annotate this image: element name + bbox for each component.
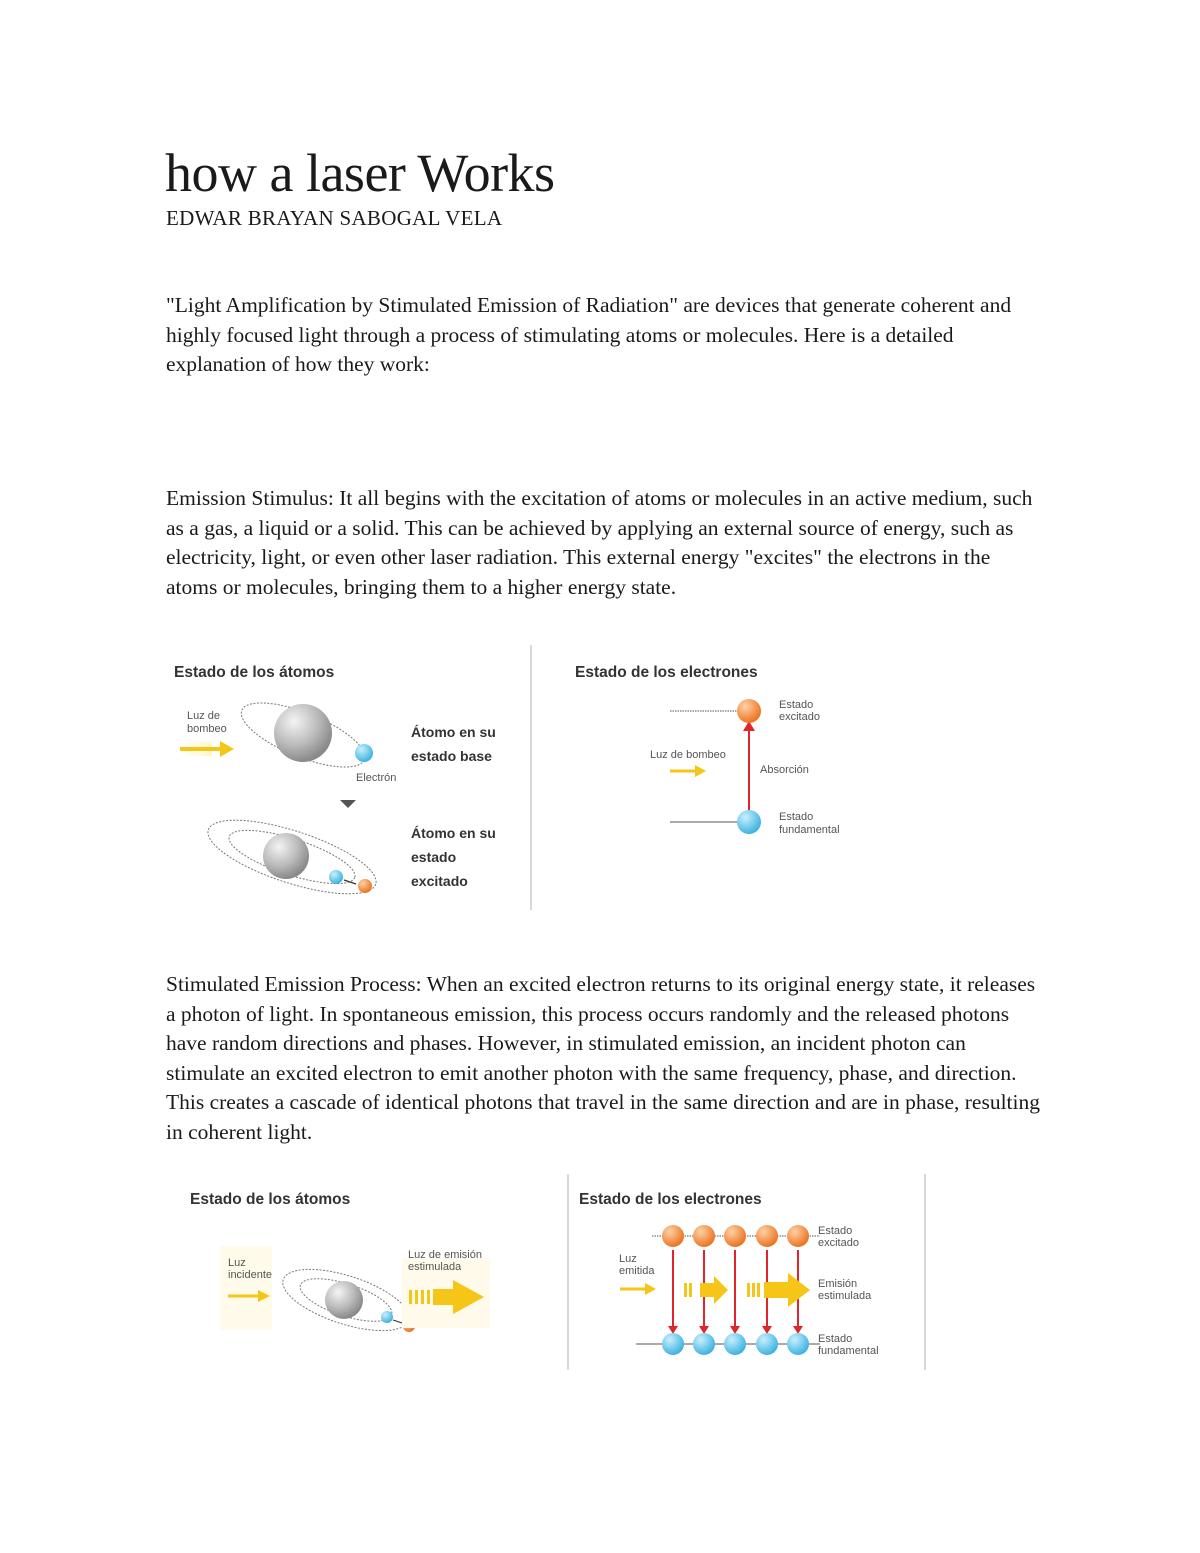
fig2-excited-label-1: Estado <box>818 1225 853 1237</box>
fig2-atom-nucleus-icon <box>325 1281 363 1319</box>
excited-atom-label-1: Átomo en su <box>411 825 496 841</box>
electron-icon <box>355 744 373 762</box>
decay-arrowhead-icon <box>793 1326 803 1334</box>
ground-electron-icon <box>756 1333 778 1355</box>
fig1-pump-label-2: bombeo <box>187 723 227 735</box>
fig2-ground-label-2: fundamental <box>818 1345 879 1357</box>
ground-electron-icon <box>662 1333 684 1355</box>
pump-inline-label: Luz de bombeo <box>650 749 726 761</box>
emitted-label-2: emitida <box>619 1265 655 1277</box>
excited-electron-icon <box>724 1225 746 1247</box>
fig2-electrons-title: Estado de los electrones <box>579 1191 762 1208</box>
figure-stimulated-emission <box>180 1172 940 1372</box>
atom-nucleus-icon <box>274 704 332 762</box>
excited-atom-nucleus-icon <box>263 833 309 879</box>
ground-electron-icon <box>693 1333 715 1355</box>
fig1-pump-label-1: Luz de <box>187 710 221 722</box>
electron-excited-icon <box>358 879 372 893</box>
fig2-jump-icon <box>393 1320 402 1323</box>
stimulated-emission-label-2: estimulada <box>818 1290 872 1302</box>
fig1-electrons-title: Estado de los electrones <box>575 664 758 681</box>
fig1-atoms-title: Estado de los átomos <box>174 664 335 681</box>
fig2-electron-blue-icon <box>381 1311 393 1323</box>
pump-arrow-icon <box>180 741 234 757</box>
ground-atom-label-1: Átomo en su <box>411 724 496 740</box>
pump-inline-arrow-icon <box>670 765 706 777</box>
excited-state-label-2: excitado <box>779 711 820 723</box>
electron-label: Electrón <box>356 772 397 784</box>
emitted-label-1: Luz <box>619 1253 637 1265</box>
jump-arrow-icon <box>344 880 356 884</box>
fig2-excited-label-2: excitado <box>818 1237 859 1249</box>
excited-electron-icon <box>756 1225 778 1247</box>
document-title: how a laser Works <box>165 143 555 203</box>
stimulated-process-paragraph: Stimulated Emission Process: When an excited electron returns to its original energy state, it releases a photon of light. In spontaneous emission, this process occurs randomly and the released photons have random directions and phases. However, in stimulated emission, an incident photon can stimulate an excited electron to emit another photon with the same frequency, phase, and direction. This creates a cascade of identical photons that travel in the same direction and are in phase, resulting in coherent light. <box>166 972 1041 1144</box>
excited-atom-label-3: excitado <box>411 873 468 889</box>
excited-electron-icon <box>787 1225 809 1247</box>
excited-electron-icon <box>662 1225 684 1247</box>
ground-electron-icon <box>737 810 761 834</box>
electron-initial-icon <box>329 870 343 884</box>
decay-arrowhead-icon <box>699 1326 709 1334</box>
ground-state-label-1: Estado <box>779 811 814 823</box>
ground-electron-icon <box>724 1333 746 1355</box>
incident-label-1: Luz <box>228 1257 246 1269</box>
excited-state-label-1: Estado <box>779 699 814 711</box>
decay-arrowhead-icon <box>762 1326 772 1334</box>
stimulated-emission-label-1: Emisión <box>818 1278 858 1290</box>
excited-electron-icon <box>737 699 761 723</box>
author-name: EDWAR BRAYAN SABOGAL VELA <box>166 206 503 230</box>
ground-state-label-2: fundamental <box>779 824 840 836</box>
ground-atom-label-2: estado base <box>411 748 492 764</box>
intro-paragraph: "Light Amplification by Stimulated Emission of Radiation" are devices that generate coherent and highly focused light through a process of stimulating atoms or molecules. Here is a detailed explanation of how they work: <box>166 293 1012 376</box>
excited-atom-label-2: estado <box>411 849 457 865</box>
stimulated-light-label-1: Luz de emisión <box>408 1249 482 1261</box>
emitted-arrow-icon <box>620 1283 656 1295</box>
fig2-atoms-title: Estado de los átomos <box>190 1191 351 1208</box>
down-triangle-icon <box>340 800 356 808</box>
fig2-ground-label-1: Estado <box>818 1333 853 1345</box>
stimulated-light-label-2: estimulada <box>408 1261 462 1273</box>
figure-excitation <box>160 645 880 915</box>
excited-electron-icon <box>693 1225 715 1247</box>
absorption-label: Absorción <box>760 764 809 776</box>
stimulated-emission-arrows-icon <box>684 1273 810 1307</box>
decay-arrowhead-icon <box>730 1326 740 1334</box>
incident-label-2: incidente <box>228 1269 273 1281</box>
emission-stimulus-paragraph: Emission Stimulus: It all begins with the excitation of atoms or molecules in an active medium, such as a gas, a liquid or a solid. This can be achieved by applying an external source of energy, such as electricity, light, or even other laser radiation. This external energy "excites" the electrons in the atoms or molecules, bringing them to a higher energy state. <box>166 486 1033 599</box>
decay-arrowhead-icon <box>668 1326 678 1334</box>
ground-electron-icon <box>787 1333 809 1355</box>
